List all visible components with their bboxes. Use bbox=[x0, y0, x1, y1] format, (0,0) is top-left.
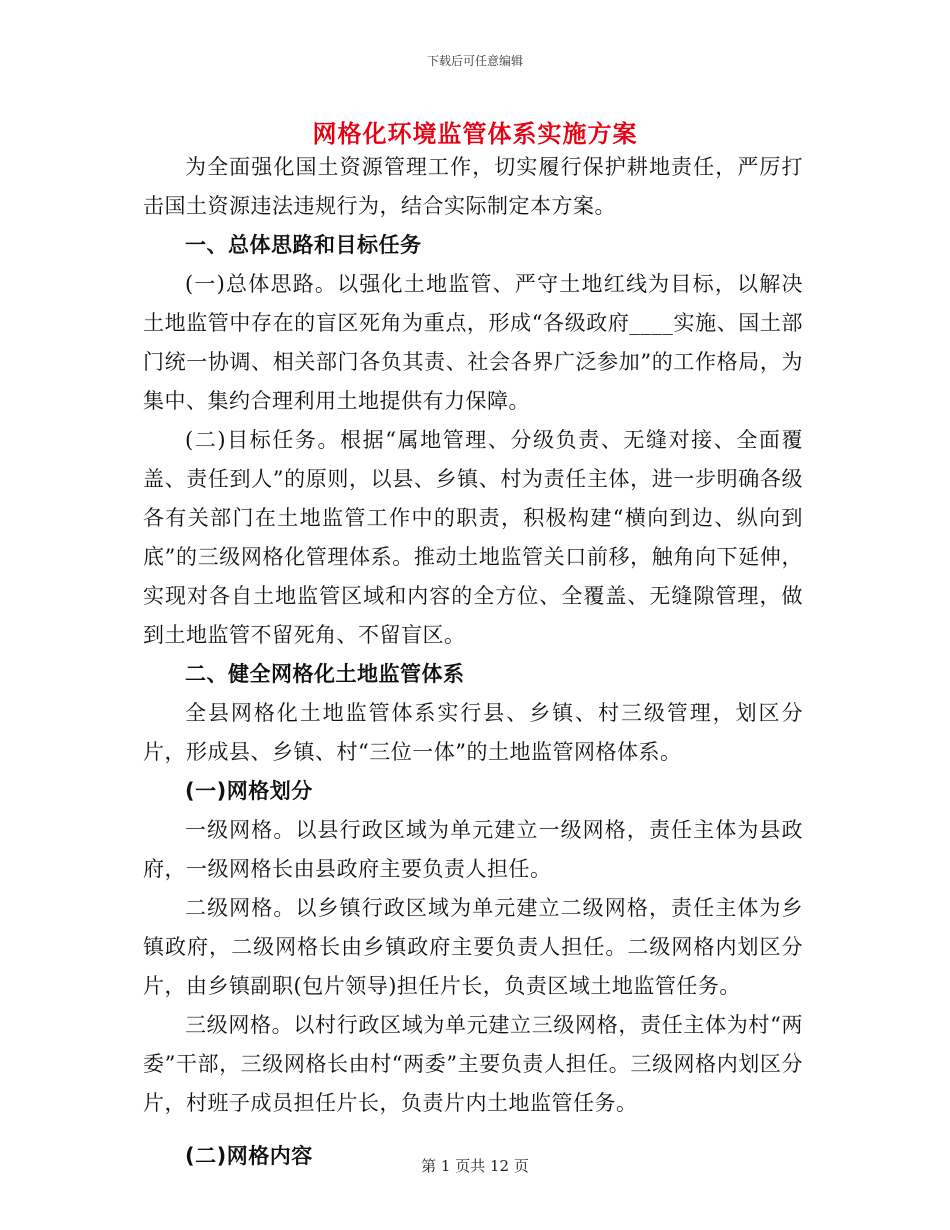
document-title: 网格化环境监管体系实施方案 bbox=[312, 120, 638, 148]
paragraph-level-2-grid: 二级网格。以乡镇行政区域为单元建立二级网格，责任主体为乡镇政府，二级网格长由乡镇政府主要负责人担任。二级网格内划区分片，由乡镇副职(包片领导)担任片长，负责区域土地监管任务。 bbox=[143, 896, 803, 998]
paragraph-overall-approach: (一)总体思路。以强化土地监管、严守土地红线为目标，以解决土地监管中存在的盲区死角为重点，形成“各级政府____实施、国土部门统一协调、相关部门各负其责、社会各界广泛参加”的工作格局，为集中、集约合理利用土地提供有力保障。 bbox=[143, 272, 803, 413]
section-heading-1: 一、总体思路和目标任务 bbox=[185, 233, 422, 257]
paragraph-level-3-grid: 三级网格。以村行政区域为单元建立三级网格，责任主体为村“两委”干部，三级网格长由村“两委”主要负责人担任。三级网格内划区分片，村班子成员担任片长，负责片内土地监管任务。 bbox=[143, 1013, 803, 1115]
page-footer: 第 1 页共 12 页 bbox=[421, 1157, 529, 1175]
paragraph-level-1-grid: 一级网格。以县行政区域为单元建立一级网格，责任主体为县政府，一级网格长由县政府主要负责人担任。 bbox=[143, 818, 803, 881]
paragraph-system-overview: 全县网格化土地监管体系实行县、乡镇、村三级管理，划区分片，形成县、乡镇、村“三位一体”的土地监管网格体系。 bbox=[143, 701, 803, 764]
paragraph-goals: (二)目标任务。根据“属地管理、分级负责、无缝对接、全面覆盖、责任到人”的原则，以县、乡镇、村为责任主体，进一步明确各级各有关部门在土地监管工作中的职责，积极构建“横向到边、纵向到底”的三级网格化管理体系。推动土地监管关口前移，触角向下延伸，实现对各自土地监管区域和内容的全方位、全覆盖、无缝隙管理，做到土地监管不留死角、不留盲区。 bbox=[143, 428, 803, 647]
header-note: 下载后可任意编辑 bbox=[426, 54, 523, 68]
spacer bbox=[143, 1123, 803, 1137]
subsection-heading-grid-division: (一)网格划分 bbox=[185, 779, 313, 803]
subsection-heading-grid-content: (二)网格内容 bbox=[185, 1144, 313, 1168]
intro-paragraph: 为全面强化国土资源管理工作，切实履行保护耕地责任，严厉打击国土资源违法违规行为，结合实际制定本方案。 bbox=[143, 155, 803, 218]
section-heading-2: 二、健全网格化土地监管体系 bbox=[185, 662, 465, 686]
document-body bbox=[143, 148, 803, 1176]
